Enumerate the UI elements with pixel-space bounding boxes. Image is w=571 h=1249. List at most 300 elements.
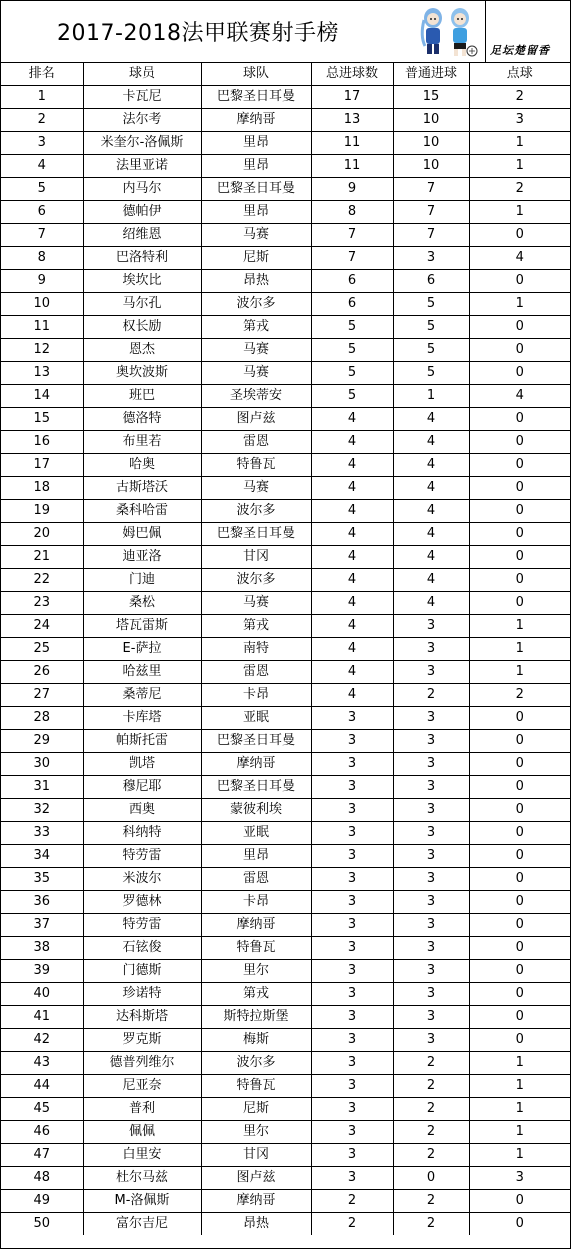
table-row xyxy=(1,638,570,661)
total-goals-cell: 3 xyxy=(311,1006,393,1029)
table-row xyxy=(1,224,570,247)
penalties-cell: 0 xyxy=(469,960,570,983)
normal-goals-cell: 4 xyxy=(393,408,469,431)
rank-cell: 32 xyxy=(1,799,83,822)
total-goals-cell: 7 xyxy=(311,247,393,270)
player-cell: 姆巴佩 xyxy=(83,523,201,546)
penalties-cell: 1 xyxy=(469,132,570,155)
total-goals-cell: 3 xyxy=(311,1121,393,1144)
total-goals-cell: 3 xyxy=(311,868,393,891)
total-goals-cell: 4 xyxy=(311,523,393,546)
team-cell: 马赛 xyxy=(201,592,311,615)
player-cell: 帕斯托雷 xyxy=(83,730,201,753)
table-row xyxy=(1,1052,570,1075)
table-row xyxy=(1,109,570,132)
team-cell: 里昂 xyxy=(201,845,311,868)
penalties-cell: 1 xyxy=(469,293,570,316)
rank-cell: 30 xyxy=(1,753,83,776)
table-body xyxy=(1,86,570,1236)
rank-cell: 37 xyxy=(1,914,83,937)
player-cell: 德普列维尔 xyxy=(83,1052,201,1075)
normal-goals-cell: 3 xyxy=(393,247,469,270)
total-goals-cell: 3 xyxy=(311,776,393,799)
rank-cell: 33 xyxy=(1,822,83,845)
total-goals-cell: 4 xyxy=(311,408,393,431)
team-cell: 卡昂 xyxy=(201,684,311,707)
player-cell: 哈奥 xyxy=(83,454,201,477)
normal-goals-cell: 5 xyxy=(393,339,469,362)
penalties-cell: 1 xyxy=(469,201,570,224)
penalties-cell: 0 xyxy=(469,983,570,1006)
rank-cell: 8 xyxy=(1,247,83,270)
penalties-cell: 0 xyxy=(469,500,570,523)
table-row xyxy=(1,1190,570,1213)
rank-cell: 44 xyxy=(1,1075,83,1098)
normal-goals-cell: 4 xyxy=(393,523,469,546)
player-cell: 特劳雷 xyxy=(83,845,201,868)
rank-cell: 11 xyxy=(1,316,83,339)
team-cell: 巴黎圣日耳曼 xyxy=(201,730,311,753)
table-row xyxy=(1,316,570,339)
player-cell: 米波尔 xyxy=(83,868,201,891)
normal-goals-cell: 10 xyxy=(393,132,469,155)
team-cell: 雷恩 xyxy=(201,868,311,891)
team-cell: 巴黎圣日耳曼 xyxy=(201,776,311,799)
team-cell: 尼斯 xyxy=(201,1098,311,1121)
table-row xyxy=(1,707,570,730)
player-cell: 罗德林 xyxy=(83,891,201,914)
player-cell: 桑科哈雷 xyxy=(83,500,201,523)
rank-cell: 1 xyxy=(1,86,83,109)
table-row xyxy=(1,293,570,316)
rank-cell: 13 xyxy=(1,362,83,385)
table-row xyxy=(1,1121,570,1144)
team-cell: 波尔多 xyxy=(201,500,311,523)
team-cell: 马赛 xyxy=(201,362,311,385)
penalties-cell: 0 xyxy=(469,891,570,914)
total-goals-cell: 3 xyxy=(311,822,393,845)
team-cell: 斯特拉斯堡 xyxy=(201,1006,311,1029)
team-cell: 巴黎圣日耳曼 xyxy=(201,523,311,546)
player-cell: 布里若 xyxy=(83,431,201,454)
normal-goals-cell: 6 xyxy=(393,270,469,293)
normal-goals-cell: 3 xyxy=(393,707,469,730)
player-cell: 马尔孔 xyxy=(83,293,201,316)
team-cell: 特鲁瓦 xyxy=(201,454,311,477)
player-cell: 班巴 xyxy=(83,385,201,408)
normal-goals-cell: 3 xyxy=(393,730,469,753)
team-cell: 里昂 xyxy=(201,201,311,224)
table-row xyxy=(1,615,570,638)
normal-goals-cell: 3 xyxy=(393,661,469,684)
normal-goals-cell: 5 xyxy=(393,316,469,339)
total-goals-cell: 3 xyxy=(311,1075,393,1098)
penalties-cell: 0 xyxy=(469,408,570,431)
player-cell: 普利 xyxy=(83,1098,201,1121)
player-cell: 桑蒂尼 xyxy=(83,684,201,707)
rank-cell: 14 xyxy=(1,385,83,408)
team-cell: 特鲁瓦 xyxy=(201,1075,311,1098)
rank-cell: 17 xyxy=(1,454,83,477)
player-cell: 罗克斯 xyxy=(83,1029,201,1052)
total-goals-cell: 3 xyxy=(311,707,393,730)
normal-goals-cell: 4 xyxy=(393,569,469,592)
table-row xyxy=(1,592,570,615)
normal-goals-cell: 4 xyxy=(393,500,469,523)
normal-goals-cell: 3 xyxy=(393,983,469,1006)
penalties-cell: 0 xyxy=(469,937,570,960)
player-cell: 达科斯塔 xyxy=(83,1006,201,1029)
penalties-cell: 0 xyxy=(469,339,570,362)
table-row xyxy=(1,86,570,109)
table-row xyxy=(1,270,570,293)
total-goals-cell: 5 xyxy=(311,316,393,339)
rank-cell: 18 xyxy=(1,477,83,500)
total-goals-cell: 5 xyxy=(311,385,393,408)
total-goals-cell: 3 xyxy=(311,753,393,776)
rank-cell: 3 xyxy=(1,132,83,155)
team-cell: 第戎 xyxy=(201,983,311,1006)
penalties-cell: 0 xyxy=(469,523,570,546)
table-row xyxy=(1,845,570,868)
rank-cell: 36 xyxy=(1,891,83,914)
rank-cell: 35 xyxy=(1,868,83,891)
table-row xyxy=(1,201,570,224)
total-goals-cell: 7 xyxy=(311,224,393,247)
table-row xyxy=(1,776,570,799)
penalties-cell: 0 xyxy=(469,546,570,569)
rank-cell: 27 xyxy=(1,684,83,707)
total-goals-cell: 4 xyxy=(311,592,393,615)
penalties-cell: 1 xyxy=(469,1052,570,1075)
penalties-cell: 0 xyxy=(469,362,570,385)
total-goals-cell: 9 xyxy=(311,178,393,201)
column-header-team: 球队 xyxy=(201,63,311,86)
team-cell: 卡昂 xyxy=(201,891,311,914)
team-cell: 里尔 xyxy=(201,1121,311,1144)
player-cell: 古斯塔沃 xyxy=(83,477,201,500)
player-cell: 巴洛特利 xyxy=(83,247,201,270)
table-row xyxy=(1,1144,570,1167)
total-goals-cell: 3 xyxy=(311,845,393,868)
player-cell: 德帕伊 xyxy=(83,201,201,224)
table-row xyxy=(1,247,570,270)
rank-cell: 34 xyxy=(1,845,83,868)
player-cell: 杜尔马兹 xyxy=(83,1167,201,1190)
normal-goals-cell: 2 xyxy=(393,1098,469,1121)
table-row xyxy=(1,339,570,362)
header-row xyxy=(1,63,570,86)
penalties-cell: 0 xyxy=(469,845,570,868)
normal-goals-cell: 4 xyxy=(393,454,469,477)
normal-goals-cell: 3 xyxy=(393,799,469,822)
normal-goals-cell: 5 xyxy=(393,362,469,385)
total-goals-cell: 11 xyxy=(311,155,393,178)
penalties-cell: 2 xyxy=(469,178,570,201)
player-cell: 穆尼耶 xyxy=(83,776,201,799)
total-goals-cell: 2 xyxy=(311,1190,393,1213)
player-cell: 法尔考 xyxy=(83,109,201,132)
player-cell: E-萨拉 xyxy=(83,638,201,661)
penalties-cell: 0 xyxy=(469,477,570,500)
table-row xyxy=(1,1029,570,1052)
total-goals-cell: 3 xyxy=(311,960,393,983)
rank-cell: 43 xyxy=(1,1052,83,1075)
penalties-cell: 0 xyxy=(469,1213,570,1236)
table-row xyxy=(1,1006,570,1029)
normal-goals-cell: 3 xyxy=(393,845,469,868)
penalties-cell: 4 xyxy=(469,247,570,270)
normal-goals-cell: 3 xyxy=(393,937,469,960)
total-goals-cell: 3 xyxy=(311,1029,393,1052)
penalties-cell: 0 xyxy=(469,224,570,247)
table-row xyxy=(1,454,570,477)
normal-goals-cell: 2 xyxy=(393,1144,469,1167)
player-cell: 门德斯 xyxy=(83,960,201,983)
total-goals-cell: 4 xyxy=(311,615,393,638)
penalties-cell: 4 xyxy=(469,385,570,408)
total-goals-cell: 11 xyxy=(311,132,393,155)
team-cell: 尼斯 xyxy=(201,247,311,270)
normal-goals-cell: 2 xyxy=(393,684,469,707)
penalties-cell: 1 xyxy=(469,615,570,638)
normal-goals-cell: 3 xyxy=(393,1029,469,1052)
table-row xyxy=(1,983,570,1006)
normal-goals-cell: 0 xyxy=(393,1167,469,1190)
rank-cell: 19 xyxy=(1,500,83,523)
penalties-cell: 1 xyxy=(469,1144,570,1167)
normal-goals-cell: 3 xyxy=(393,891,469,914)
table-row xyxy=(1,477,570,500)
table-row xyxy=(1,132,570,155)
rank-cell: 4 xyxy=(1,155,83,178)
total-goals-cell: 3 xyxy=(311,937,393,960)
player-cell: 门迪 xyxy=(83,569,201,592)
team-cell: 特鲁瓦 xyxy=(201,937,311,960)
total-goals-cell: 8 xyxy=(311,201,393,224)
total-goals-cell: 3 xyxy=(311,1052,393,1075)
column-header-player: 球员 xyxy=(83,63,201,86)
total-goals-cell: 5 xyxy=(311,339,393,362)
rank-cell: 48 xyxy=(1,1167,83,1190)
penalties-cell: 0 xyxy=(469,454,570,477)
page-title: 2017-2018法甲联赛射手榜 xyxy=(57,21,339,46)
team-cell: 甘冈 xyxy=(201,1144,311,1167)
team-cell: 摩纳哥 xyxy=(201,1190,311,1213)
brand-cell xyxy=(485,1,571,62)
normal-goals-cell: 7 xyxy=(393,224,469,247)
team-cell: 巴黎圣日耳曼 xyxy=(201,178,311,201)
player-cell: 法里亚诺 xyxy=(83,155,201,178)
total-goals-cell: 5 xyxy=(311,362,393,385)
rank-cell: 46 xyxy=(1,1121,83,1144)
player-cell: 卡瓦尼 xyxy=(83,86,201,109)
team-cell: 马赛 xyxy=(201,224,311,247)
team-cell: 波尔多 xyxy=(201,1052,311,1075)
total-goals-cell: 3 xyxy=(311,1167,393,1190)
table-row xyxy=(1,1098,570,1121)
penalties-cell: 3 xyxy=(469,109,570,132)
penalties-cell: 1 xyxy=(469,661,570,684)
table-row xyxy=(1,661,570,684)
penalties-cell: 2 xyxy=(469,684,570,707)
penalties-cell: 0 xyxy=(469,431,570,454)
column-header-penalties: 点球 xyxy=(469,63,570,86)
penalties-cell: 1 xyxy=(469,1098,570,1121)
total-goals-cell: 3 xyxy=(311,799,393,822)
total-goals-cell: 3 xyxy=(311,1144,393,1167)
rank-cell: 5 xyxy=(1,178,83,201)
normal-goals-cell: 3 xyxy=(393,638,469,661)
rank-cell: 31 xyxy=(1,776,83,799)
total-goals-cell: 3 xyxy=(311,983,393,1006)
player-cell: 哈兹里 xyxy=(83,661,201,684)
penalties-cell: 0 xyxy=(469,316,570,339)
mascot-illustration xyxy=(416,6,478,58)
team-cell: 昂热 xyxy=(201,1213,311,1236)
player-cell: M-洛佩斯 xyxy=(83,1190,201,1213)
penalties-cell: 1 xyxy=(469,155,570,178)
penalties-cell: 1 xyxy=(469,1075,570,1098)
normal-goals-cell: 5 xyxy=(393,293,469,316)
team-cell: 蒙彼利埃 xyxy=(201,799,311,822)
normal-goals-cell: 3 xyxy=(393,822,469,845)
team-cell: 里昂 xyxy=(201,132,311,155)
rank-cell: 12 xyxy=(1,339,83,362)
normal-goals-cell: 7 xyxy=(393,178,469,201)
team-cell: 亚眠 xyxy=(201,822,311,845)
player-cell: 权长励 xyxy=(83,316,201,339)
total-goals-cell: 6 xyxy=(311,270,393,293)
team-cell: 雷恩 xyxy=(201,661,311,684)
team-cell: 亚眠 xyxy=(201,707,311,730)
team-cell: 波尔多 xyxy=(201,569,311,592)
table-row xyxy=(1,431,570,454)
total-goals-cell: 4 xyxy=(311,569,393,592)
rank-cell: 39 xyxy=(1,960,83,983)
table-row xyxy=(1,960,570,983)
penalties-cell: 0 xyxy=(469,1006,570,1029)
team-cell: 波尔多 xyxy=(201,293,311,316)
normal-goals-cell: 2 xyxy=(393,1213,469,1236)
total-goals-cell: 3 xyxy=(311,730,393,753)
table-row xyxy=(1,868,570,891)
total-goals-cell: 3 xyxy=(311,1098,393,1121)
team-cell: 圣埃蒂安 xyxy=(201,385,311,408)
rank-cell: 49 xyxy=(1,1190,83,1213)
rank-cell: 28 xyxy=(1,707,83,730)
total-goals-cell: 4 xyxy=(311,477,393,500)
team-cell: 昂热 xyxy=(201,270,311,293)
team-cell: 摩纳哥 xyxy=(201,109,311,132)
normal-goals-cell: 3 xyxy=(393,776,469,799)
player-cell: 奥坎波斯 xyxy=(83,362,201,385)
team-cell: 摩纳哥 xyxy=(201,753,311,776)
penalties-cell: 1 xyxy=(469,1121,570,1144)
player-cell: 尼亚奈 xyxy=(83,1075,201,1098)
player-cell: 特劳雷 xyxy=(83,914,201,937)
player-cell: 石铉俊 xyxy=(83,937,201,960)
rank-cell: 47 xyxy=(1,1144,83,1167)
rank-cell: 41 xyxy=(1,1006,83,1029)
normal-goals-cell: 2 xyxy=(393,1075,469,1098)
penalties-cell: 0 xyxy=(469,914,570,937)
team-cell: 图卢兹 xyxy=(201,1167,311,1190)
rank-cell: 38 xyxy=(1,937,83,960)
player-cell: 恩杰 xyxy=(83,339,201,362)
total-goals-cell: 4 xyxy=(311,431,393,454)
total-goals-cell: 3 xyxy=(311,891,393,914)
penalties-cell: 0 xyxy=(469,1190,570,1213)
team-cell: 里昂 xyxy=(201,155,311,178)
normal-goals-cell: 3 xyxy=(393,960,469,983)
team-cell: 里尔 xyxy=(201,960,311,983)
title-cell xyxy=(1,1,485,62)
table-row xyxy=(1,1213,570,1236)
penalties-cell: 0 xyxy=(469,753,570,776)
total-goals-cell: 4 xyxy=(311,684,393,707)
table-row xyxy=(1,178,570,201)
team-cell: 马赛 xyxy=(201,477,311,500)
rank-cell: 29 xyxy=(1,730,83,753)
table-row xyxy=(1,1167,570,1190)
player-cell: 米奎尔-洛佩斯 xyxy=(83,132,201,155)
player-cell: 凯塔 xyxy=(83,753,201,776)
rank-cell: 26 xyxy=(1,661,83,684)
penalties-cell: 0 xyxy=(469,270,570,293)
normal-goals-cell: 4 xyxy=(393,477,469,500)
brand-label: 足坛楚留香 xyxy=(490,44,550,57)
team-cell: 巴黎圣日耳曼 xyxy=(201,86,311,109)
rank-cell: 9 xyxy=(1,270,83,293)
column-header-total-goals: 总进球数 xyxy=(311,63,393,86)
player-cell: 富尔吉尼 xyxy=(83,1213,201,1236)
team-cell: 甘冈 xyxy=(201,546,311,569)
normal-goals-cell: 2 xyxy=(393,1121,469,1144)
normal-goals-cell: 4 xyxy=(393,546,469,569)
player-cell: 卡库塔 xyxy=(83,707,201,730)
table-row xyxy=(1,523,570,546)
player-cell: 内马尔 xyxy=(83,178,201,201)
rank-cell: 2 xyxy=(1,109,83,132)
player-cell: 迪亚洛 xyxy=(83,546,201,569)
team-cell: 雷恩 xyxy=(201,431,311,454)
table-row xyxy=(1,684,570,707)
player-cell: 科纳特 xyxy=(83,822,201,845)
table-row xyxy=(1,408,570,431)
player-cell: 珍诺特 xyxy=(83,983,201,1006)
player-cell: 埃坎比 xyxy=(83,270,201,293)
normal-goals-cell: 2 xyxy=(393,1052,469,1075)
total-goals-cell: 17 xyxy=(311,86,393,109)
rank-cell: 22 xyxy=(1,569,83,592)
table-row xyxy=(1,1075,570,1098)
normal-goals-cell: 4 xyxy=(393,592,469,615)
team-cell: 马赛 xyxy=(201,339,311,362)
column-header-rank: 排名 xyxy=(1,63,83,86)
player-cell: 德洛特 xyxy=(83,408,201,431)
title-row xyxy=(1,1,570,63)
rank-cell: 42 xyxy=(1,1029,83,1052)
player-cell: 佩佩 xyxy=(83,1121,201,1144)
penalties-cell: 0 xyxy=(469,730,570,753)
penalties-cell: 0 xyxy=(469,822,570,845)
rank-cell: 7 xyxy=(1,224,83,247)
normal-goals-cell: 2 xyxy=(393,1190,469,1213)
rank-cell: 21 xyxy=(1,546,83,569)
player-cell: 绍维恩 xyxy=(83,224,201,247)
normal-goals-cell: 7 xyxy=(393,201,469,224)
